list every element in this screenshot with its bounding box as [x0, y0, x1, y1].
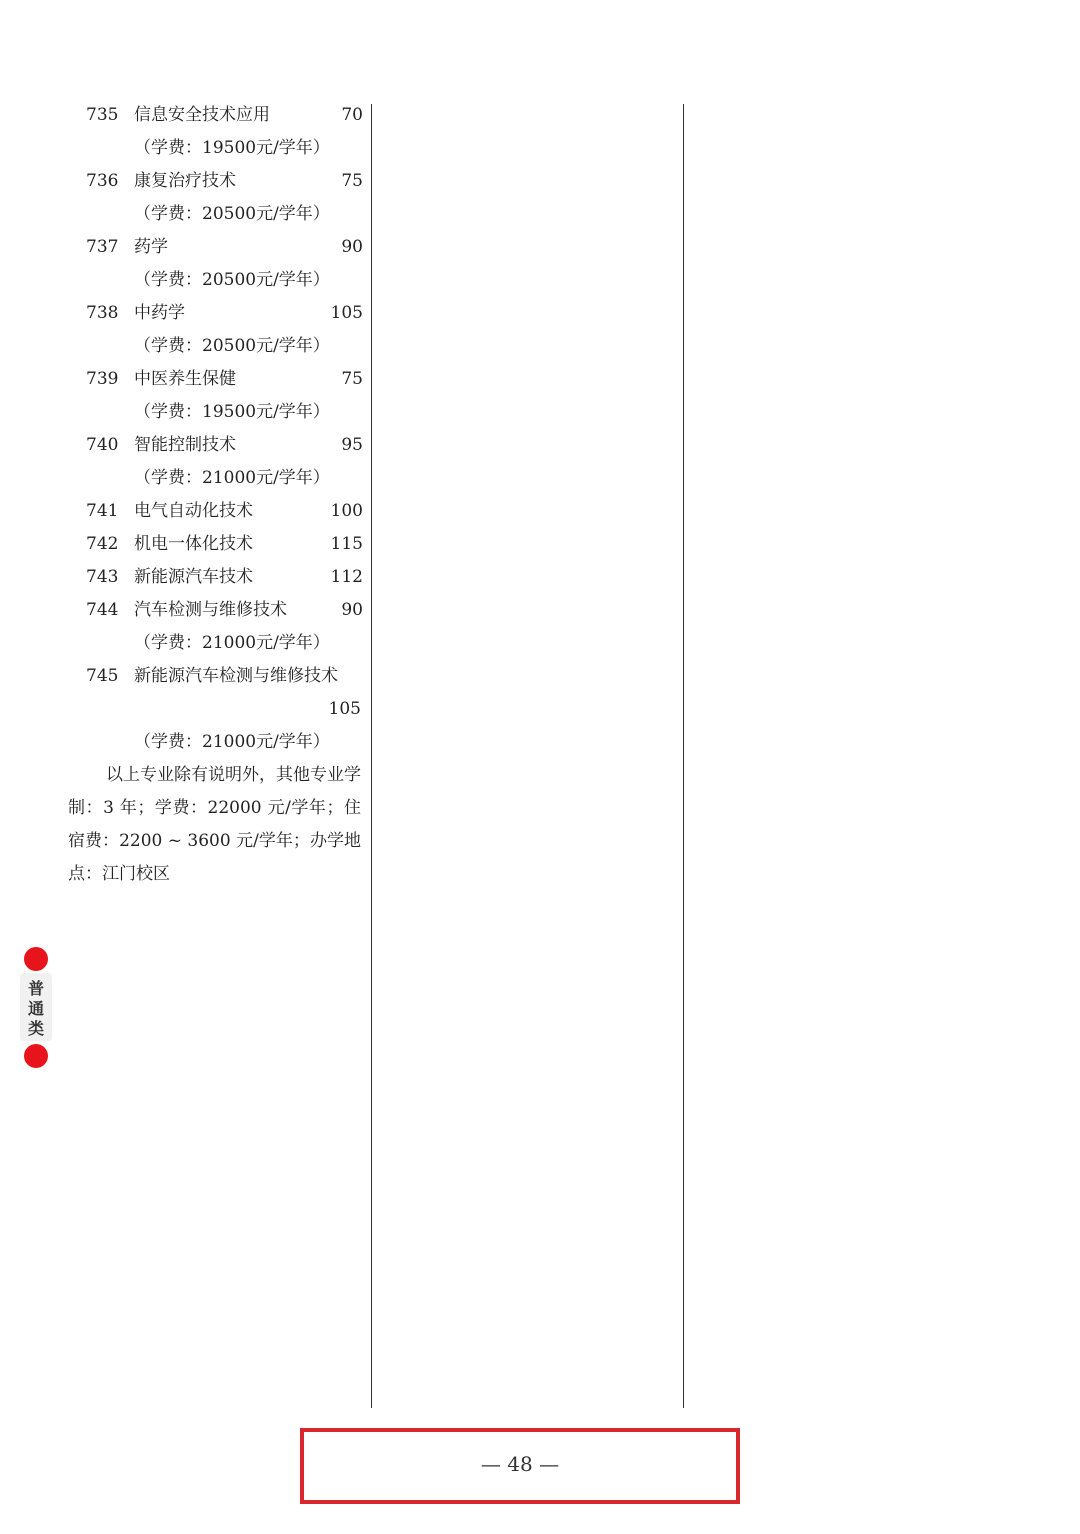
major-name: 康复治疗技术	[134, 171, 236, 191]
major-code: 741	[86, 501, 119, 521]
major-row	[68, 660, 363, 693]
major-fee: （学费：21000元/学年）	[134, 468, 330, 488]
major-quota: 105	[330, 303, 363, 323]
major-name: 智能控制技术	[134, 435, 236, 455]
major-quota: 70	[341, 105, 363, 125]
major-fee: （学费：20500元/学年）	[134, 336, 330, 356]
major-fee: （学费：21000元/学年）	[134, 732, 330, 752]
major-fee-row	[68, 198, 363, 231]
major-fee-row	[68, 726, 363, 759]
major-row	[68, 429, 363, 462]
major-name: 汽车检测与维修技术	[134, 600, 287, 620]
major-name: 新能源汽车检测与维修技术	[134, 666, 338, 686]
major-row	[68, 231, 363, 264]
major-code: 736	[86, 171, 119, 191]
majors-column	[68, 99, 363, 891]
major-fee-row	[68, 627, 363, 660]
page-number-highlight	[300, 1428, 740, 1504]
major-row	[68, 561, 363, 594]
major-row	[68, 297, 363, 330]
major-code: 740	[86, 435, 119, 455]
major-code: 744	[86, 600, 119, 620]
major-fee-row	[68, 330, 363, 363]
major-code: 739	[86, 369, 119, 389]
major-quota: 75	[341, 369, 363, 389]
major-quota: 95	[341, 435, 363, 455]
major-code: 735	[86, 105, 119, 125]
major-quota: 105	[328, 699, 361, 719]
major-fee-row	[68, 132, 363, 165]
category-side-tab	[14, 943, 54, 1071]
major-row	[68, 528, 363, 561]
major-row	[68, 495, 363, 528]
major-fee: （学费：19500元/学年）	[134, 138, 330, 158]
major-quota-row	[68, 693, 363, 726]
major-row	[68, 363, 363, 396]
major-code: 745	[86, 666, 119, 686]
major-code: 738	[86, 303, 119, 323]
general-note	[68, 759, 361, 891]
major-row	[68, 594, 363, 627]
red-dot-icon	[24, 947, 48, 971]
major-fee-row	[68, 396, 363, 429]
page-number: — 48 —	[480, 1452, 560, 1476]
major-quota: 90	[341, 237, 363, 257]
major-quota: 75	[341, 171, 363, 191]
major-code: 743	[86, 567, 119, 587]
major-name: 中药学	[134, 303, 185, 323]
major-fee: （学费：20500元/学年）	[134, 270, 330, 290]
major-quota: 100	[330, 501, 363, 521]
general-note-text: 以上专业除有说明外，其他专业学制：3 年；学费：22000 元/学年；住宿费：2200 ~ 3600 元/学年；办学地点：江门校区	[68, 765, 361, 884]
major-row	[68, 99, 363, 132]
major-name: 电气自动化技术	[134, 501, 253, 521]
major-fee: （学费：19500元/学年）	[134, 402, 330, 422]
column-divider-right	[683, 104, 684, 1408]
major-quota: 112	[330, 567, 363, 587]
major-fee-row	[68, 462, 363, 495]
column-divider-left	[371, 104, 372, 1408]
major-quota: 115	[330, 534, 363, 554]
major-fee-row	[68, 264, 363, 297]
major-code: 742	[86, 534, 119, 554]
major-fee: （学费：20500元/学年）	[134, 204, 330, 224]
major-row	[68, 165, 363, 198]
major-quota: 90	[341, 600, 363, 620]
red-dot-icon	[24, 1044, 48, 1068]
major-name: 机电一体化技术	[134, 534, 253, 554]
major-name: 中医养生保健	[134, 369, 236, 389]
major-name: 药学	[134, 237, 168, 257]
category-label: 普通类	[27, 979, 44, 1038]
major-name: 信息安全技术应用	[134, 105, 270, 125]
major-name: 新能源汽车技术	[134, 567, 253, 587]
major-code: 737	[86, 237, 119, 257]
major-fee: （学费：21000元/学年）	[134, 633, 330, 653]
